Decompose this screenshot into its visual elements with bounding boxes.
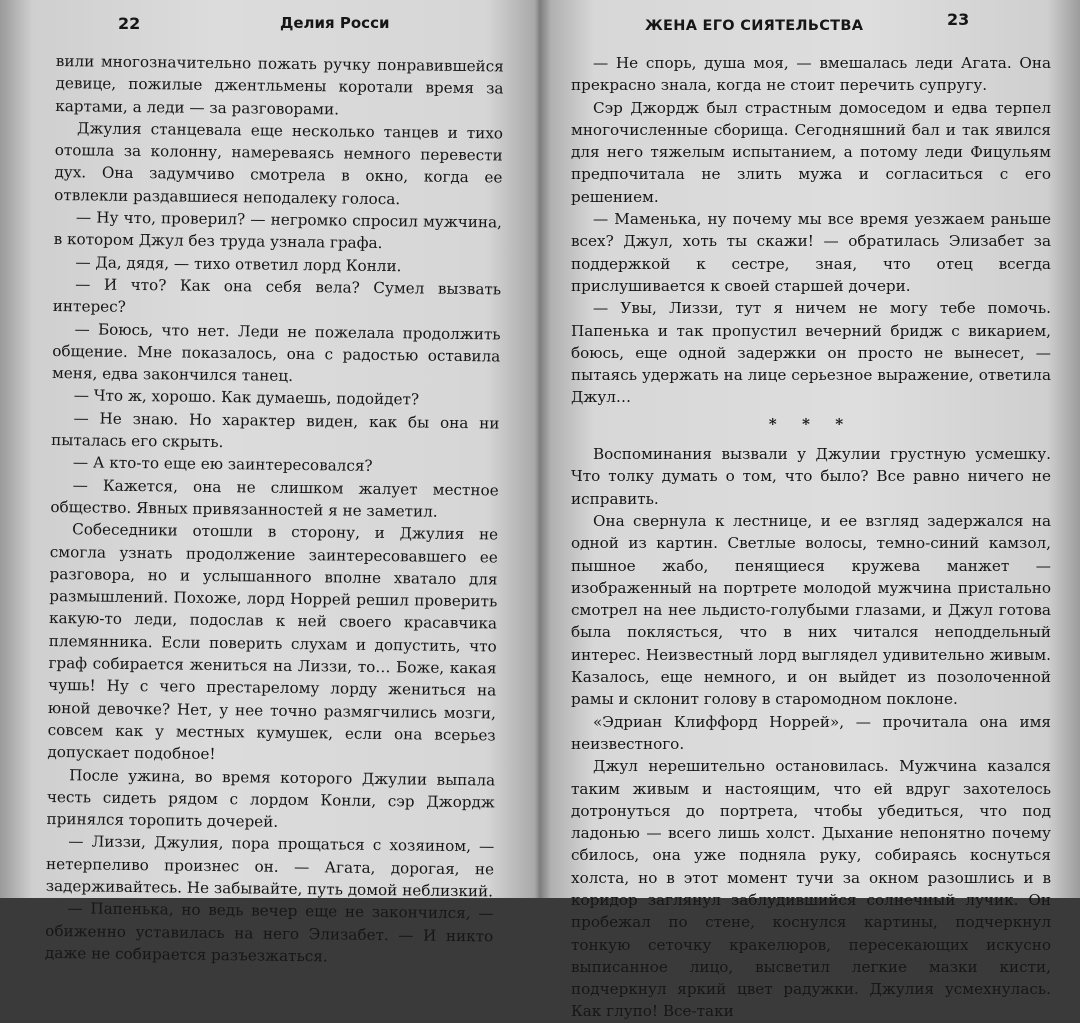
paragraph: «Эдриан Клиффорд Норрей», — прочитала она имя неизвестного. bbox=[571, 712, 1051, 753]
paragraph: — Увы, Лиззи, тут я ничем не могу тебе помочь. Папенька и так пропустил вечерний бридж с викарием, боюсь, еще одной задержки он просто не вынесет, — пытаясь удержать на лице серьезное выражение, ответила Джул… bbox=[571, 299, 1051, 407]
paragraph: — А кто-то еще ею заинтересовался? bbox=[72, 453, 373, 476]
running-head-author: Делия Росси bbox=[280, 14, 390, 32]
paragraph: Она свернула к лестнице, и ее взгляд задержался на одной из картин. Светлые волосы, темно-синий камзол, пышное жабо, пенящиеся кружева манжет — изображенный на портрете молодой мужчина пристально смотрел на нее льдисто-голубыми глазами, и Джул готова была поклясться, что в них читался неподдельный интерес. Неизвестный лорд выглядел удивительно живым. Казалось, еще немного, и он выйдет из позолоченной рамы и склонит голову в старомодном поклоне. bbox=[571, 511, 1051, 709]
paragraph: — Ну что, проверил? — негромко спросил мужчина, в котором Джул без труда узнала графа. bbox=[53, 208, 503, 253]
paragraph: После ужина, во время которого Джулии выпала честь сидеть рядом с лордом Конли, сэр Джордж принялся торопить дочерей. bbox=[46, 765, 496, 831]
paragraph: — Что ж, хорошо. Как думаешь, подойдет? bbox=[73, 386, 420, 409]
paragraph: — Не знаю. Но характер виден, как бы она ни пыталась его скрыть. bbox=[51, 408, 500, 452]
running-head-title: ЖЕНА ЕГО СИЯТЕЛЬСТВА bbox=[645, 18, 864, 34]
paragraph: Джулия станцевала еще несколько танцев и тихо отошла за колонну, намереваясь немного перевести дух. Она задумчиво смотрела в окно, когда ее отвлекли раздавшиеся неподалеку голоса. bbox=[54, 119, 504, 208]
paragraph: вили многозначительно пожать ручку понравившейся девице, пожилые джентльмены коротали время за картами, а леди — за разговорами. bbox=[55, 51, 504, 119]
left-page bbox=[0, 0, 533, 966]
paragraph: — Папенька, но ведь вечер еще не закончился, — обиженно уставилась на него Элизабет. — И никто даже не собирается разъезжаться. bbox=[44, 899, 494, 966]
left-page-text bbox=[45, 50, 504, 970]
paragraph: — И что? Как она себя вела? Сумел вызвать интерес? bbox=[52, 275, 502, 317]
paragraph: Сэр Джордж был страстным домоседом и едва терпел многочисленные сборища. Сегодняшний бал и так явился для него тяжелым испытанием, а потому леди Фицульям предпочитала не злить мужа и согласиться с его решением. bbox=[571, 98, 1051, 206]
paragraph: — Кажется, она не слишком жалует местное общество. Явных привязанностей я не заметил. bbox=[50, 475, 499, 521]
paragraph: — Да, дядя, — тихо ответил лорд Конли. bbox=[75, 252, 402, 275]
paragraph: — Маменька, ну почему мы все время уезжаем раньше всех? Джул, хоть ты скажи! — обратилась Элизабет за поддержкой к сестре, зная, что отец всегда прислушивается к своей старшей дочери. bbox=[571, 210, 1051, 295]
page-number-right: 23 bbox=[947, 10, 970, 29]
right-page bbox=[545, 0, 1080, 1021]
paragraph: — Боюсь, что нет. Леди не пожелала продолжить общение. Мне показалось, она с радостью оставила меня, едва закончился танец. bbox=[51, 319, 501, 386]
paragraph: — Не спорь, душа моя, — вмешалась леди Агата. Она прекрасно знала, когда не стоит перечить супругу. bbox=[571, 54, 1051, 95]
paragraph: Собеседники отошли в сторону, и Джулия не смогла узнать продолжение заинтересовавшего ее разговора, но и услышанного вполне хватало для размышлений. Похоже, лорд Норрей решил проверить какую-то леди, подослав к ней своего красавчика племянника. Если поверить слухам и допустить, что граф собирается жениться на Лиззи, то… Боже, какая чушь! Ну с чего престарелому лорду жениться на юной девочке? Нет, у нее точно размягчились мозги, совсем как у местных кумушек, если она всерьез допускает подобное! bbox=[47, 520, 499, 764]
section-separator: * * * bbox=[768, 414, 854, 433]
page-number-left: 22 bbox=[118, 14, 141, 33]
right-page-text bbox=[571, 52, 1051, 1023]
paragraph: Джул нерешительно остановилась. Мужчина казался таким живым и настоящим, что ей вдруг захотелось дотронуться до портрета, чтобы убедиться, что под ладонью — всего лишь холст. Дыхание непонятно почему сбилось, она уже подняла руку, собираясь коснуться холста, но в этот момент тучи за окном разошлись и в коридор заглянул заблудившийся солнечный лучик. Он пробежал по стене, коснулся картины, подчеркнул тонкую сеточку кракелюров, пересекающих искусно выписанное лицо, высветил легкие мазки кисти, подчеркнул яркий цвет радужки. Джулия усмехнулась. Как глупо! Все-таки bbox=[571, 757, 1051, 1021]
paragraph: — Лиззи, Джулия, пора прощаться с хозяином, — нетерпеливо произнес он. — Агата, дорогая, не задерживайтесь. Не забывайте, путь домой неблизкий. bbox=[45, 832, 495, 901]
paragraph: Воспоминания вызвали у Джулии грустную усмешку. Что толку думать о том, что было? Все равно ничего не исправить. bbox=[571, 445, 1051, 508]
